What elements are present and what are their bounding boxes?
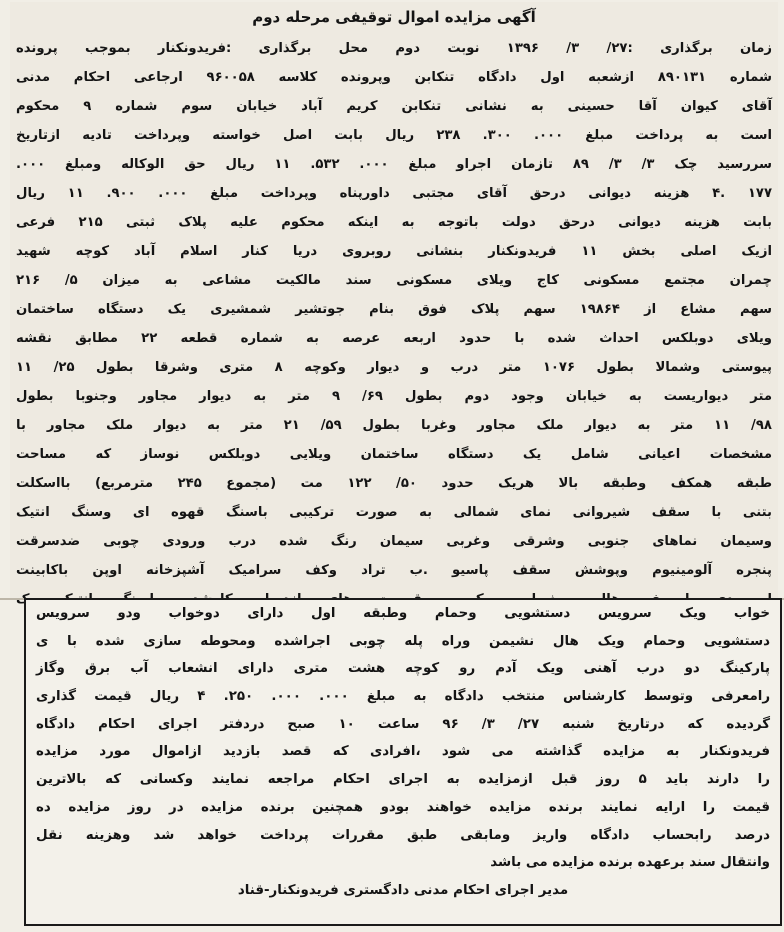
- notice-line: سهم مشاع از ۱۹۸۶۴ سهم پلاک فوق بنام جوتشیر شمشیری یک دستگاه ساختمان: [16, 302, 772, 317]
- notice-line: ۹۸/ ۱۱ متر به دیوار ملک مجاور وغربا بطول ۵۹/ ۲۱ متر به دیوار ملک مجاور با: [16, 418, 772, 433]
- notice-line: قیمت را ارایه نمایند برنده مزایده خواهند بودو همچنین برنده مزایده در روز مزایده ده: [36, 799, 770, 815]
- notice-bottom-section: [24, 598, 782, 926]
- notice-line: را دارند باید ۵ روز قبل ازمزایده به اجرای احکام مراجعه نمایند وکسانی که بالاترین: [36, 772, 770, 788]
- notice-line: شماره ۸۹۰۱۳۱ ازشعبه اول دادگاه تنکابن وپرونده کلاسه ۹۶۰۰۵۸ ارجاعی احکام مدنی: [16, 70, 772, 85]
- notice-line: مشخصات اعیانی شامل یک دستگاه ساختمان ویلایی دوبلکس نوساز که مساحت: [16, 447, 772, 462]
- notice-signature: مدیر اجرای احکام مدنی دادگستری فریدونکنار-قناد: [237, 882, 569, 898]
- notice-line: درصد رابحساب دادگاه واریز ومابقی طبق مقررات پرداخت خواهد شد وهزینه نقل: [36, 827, 770, 843]
- notice-line: چمران مجتمع مسکونی کاج ویلای مسکونی سند مالکیت مشاعی به میزان ۵/ ۲۱۶: [16, 273, 772, 288]
- notice-line: ویلای دوبلکس احداث شده با حدود اربعه عرصه به شماره قطعه ۲۲ مطابق نقشه: [16, 331, 773, 346]
- notice-line: فریدونکنار به مزایده گذاشته می شود ،افرادی که قصد بازدید ازاموال مورد مزایده: [36, 744, 770, 760]
- notice-line: پارکینگ دو درب آهنی ویک آدم رو کوچه هشت متری دارای انشعاب آب برق وگاز: [36, 661, 770, 677]
- notice-line: بتنی با سقف شیروانی نمای شمالی به صورت ترکیبی باسنگ قهوه ای وسنگ انتیک: [16, 505, 772, 520]
- notice-line: آقای کیوان آقا حسینی به نشانی تنکابن کریم آباد خیابان سوم شماره ۹ محکوم: [16, 99, 772, 114]
- notice-line: ۱۷۷ .۴ هزینه دیوانی درحق آقای مجتبی داورپناه وپرداخت مبلغ ۰۰۰. ۹۰۰. ۱۱ ریال: [16, 186, 772, 201]
- notice-line: دستشویی وحمام ویک هال نشیمن وراه پله چوبی اجراشده ومحوطه سازی شده با ی: [36, 633, 770, 649]
- notice-line: طبقه همکف وطبقه بالا هریک حدود ۵۰/ ۱۲۲ مت (مجموع ۲۴۵ مترمربع) بااسکلت: [16, 476, 772, 491]
- notice-line: وسیمان نماهای جنوبی وشرقی وغربی سیمان رنگ شده درب ورودی چوبی ضدسرقت: [16, 534, 772, 549]
- notice-line: متر دیواریست به خیابان وجود دوم بطول ۶۹/ ۹ متر به دیوار مجاور وجنوبا بطول: [16, 389, 772, 404]
- notice-line: وانتقال سند برعهده برنده مزایده می باشد: [490, 855, 770, 871]
- notice-line: است به پرداخت مبلغ ۰۰۰. ۳۰۰. ۲۳۸ ریال بابت اصل خواسته وپرداخت تادیه ازتاریخ: [16, 128, 772, 143]
- notice-line: ازیک اصلی بخش ۱۱ فریدونکنار بنشانی روبروی دریا کنار اسلام آباد کوچه شهید: [16, 244, 772, 259]
- notice-line: گردیده که درتاریخ شنبه ۲۷/ ۳/ ۹۶ ساعت ۱۰ صبح دردفتر اجرای احکام دادگاه: [36, 716, 770, 732]
- notice-line: زمان برگذاری :۲۷/ ۳/ ۱۳۹۶ نوبت دوم محل برگذاری :فریدونکنار بموجب پرونده: [16, 41, 772, 56]
- notice-line: رامعرفی وتوسط کارشناس منتخب دادگاه به مبلغ ۰۰۰. ۰۰۰. ۲۵۰. ۴ ریال قیمت گذاری: [36, 689, 771, 705]
- notice-line: بابت هزینه دیوانی درحق دولت باتوجه به اینکه محکوم علیه پلاک ثبتی ۲۱۵ فرعی: [16, 215, 773, 230]
- notice-title: آگهی مزایده اموال توقیفی مرحله دوم: [252, 8, 536, 26]
- notice-line: سررسید چک ۳/ ۳/ ۸۹ تازمان اجراو مبلغ ۰۰۰. ۵۳۲. ۱۱ ریال حق الوکاله ومبلغ ۰۰۰.: [16, 157, 772, 172]
- notice-line: خواب ویک سرویس دستشویی وحمام وطبقه اول دارای دوخواب ودو سرویس: [36, 606, 770, 621]
- notice-top-section: [10, 2, 778, 598]
- notice-line: پنجره آلومینیوم وپوشش سقف پاسیو .ب تراد وکف سرامیک آشپزخانه اوپن باکابینت: [16, 563, 772, 578]
- notice-line: پیوستی وشمالا بطول ۱۰۷۶ متر درب و دیوار وکوچه ۸ متری وشرقا بطول ۲۵/ ۱۱: [16, 360, 773, 375]
